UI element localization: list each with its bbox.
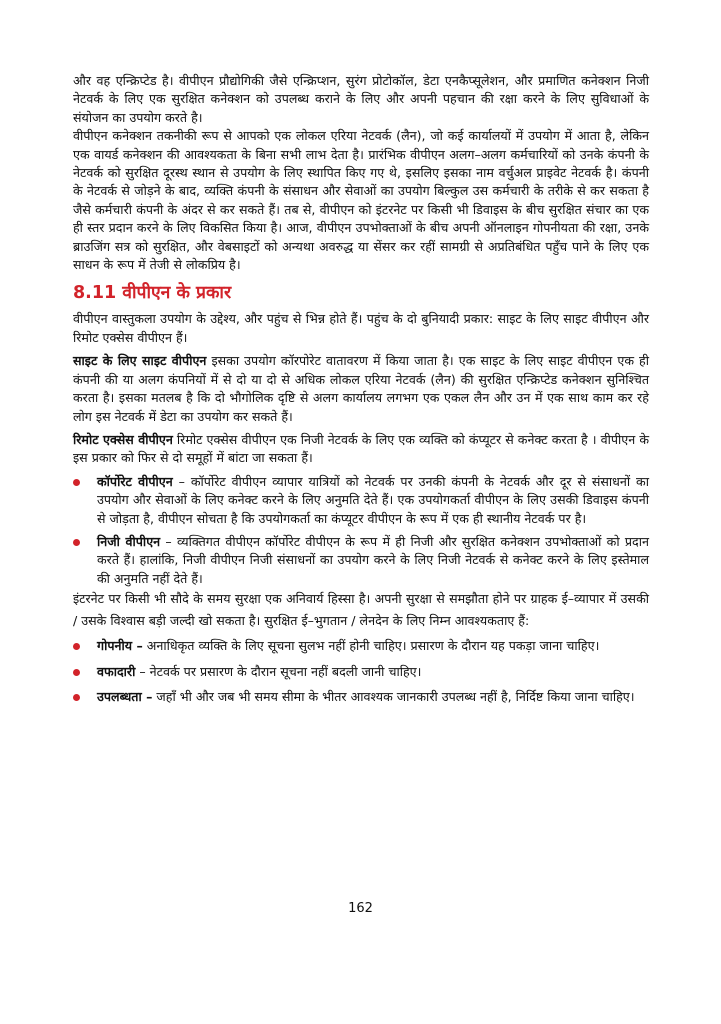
paragraph-vpn-connection: वीपीएन कनेक्शन तकनीकी रूप से आपको एक लोकल एरिया नेटवर्क (लैन), जो कई कार्यालयों में उपयोग में आता है, लेकिन एक वायर्ड कनेक्शन की आवश्यकता के बिना सभी लाभ देता है। प्रारंभिक वीपीएन अलग–अलग कर्मचारियों को उनके कंपनी के नेटवर्क को सुरक्षित दूरस्थ स्थान से उपयोग के लिए स्थापित किए गए थे, इसलिए इसका नाम वर्चुअल प्राइवेट नेटवर्क है। कंपनी के नेटवर्क से जोड़ने के बाद, व्यक्ति कंपनी के संसाधन और सेवाओं का उपयोग बिल्कुल उस कर्मचारी के तरीके से कर सकता है जैसे कर्मचारी कंपनी के अंदर से कर सकते हैं। तब से, वीपीएन को इंटरनेट पर किसी भी डिवाइस के बीच सुरक्षित संचार का एक ही स्तर प्रदान करने के लिए विकसित किया है। आज, वीपीएन उपभोक्ताओं के बीच अपनी ऑनलाइन गोपनीयता की रक्षा, उनके ब्राउजिंग सत्र को सुरक्षित, और वेबसाइटों को अन्यथा अवरुद्ध या सेंसर कर रहीं सामग्री से अप्रतिबंधित पहुँच पाने के लिए एक साधन के रूप में तेजी से लोकप्रिय है। [73, 128, 649, 273]
bullet-label: उपलब्धता – [97, 688, 153, 704]
bullet-dot-icon [73, 539, 80, 546]
bullet-text: – व्यक्तिगत वीपीएन कॉर्पोरेट वीपीएन के रूप में ही निजी और सुरक्षित कनेक्शन उपभोक्ताओं को प्रदान करते हैं। हालांकि, निजी वीपीएन निजी संसाधनों का उपयोग करने के लिए निजी नेटवर्क से कनेक्ट करने के लिए इस्तेमाल की अनुमति नहीं देते हैं। [97, 533, 649, 586]
bullet-text: – नेटवर्क पर प्रसारण के दौरान सूचना नहीं बदली जानी चाहिए। [135, 663, 422, 679]
paragraph-site-to-site [73, 352, 649, 426]
bullet-confidential [73, 637, 649, 655]
bullet-integrity [73, 663, 649, 681]
bullet-text: – कॉर्पोरेट वीपीएन व्यापार यात्रियों को नेटवर्क पर उनकी कंपनी के नेटवर्क और दूर से संसाधनों का उपयोग और सेवाओं के लिए कनेक्ट करने के लिए अनुमति देते हैं। एक उपयोगकर्ता वीपीएन के लिए उसकी डिवाइस कंपनी से जोड़ता है, वीपीएन सोचता है कि उपयोगकर्ता का कंप्यूटर वीपीएन के रूप में एक ही स्थानीय नेटवर्क पर है। [97, 473, 649, 526]
bullet-dot-icon [73, 694, 80, 701]
site-to-site-text: इसका उपयोग कॉरपोरेट वातावरण में किया जाता है। एक साइट के लिए साइट वीपीएन एक ही कंपनी की या अलग कंपनियों में से दो या दो से अधिक लोकल एरिया नेटवर्क (लैन) की सुरक्षित एन्क्रिप्टेड कनेक्शन सुनिश्चित करता है। इसका मतलब है कि दो भौगोलिक दृष्टि से अलग कार्यालय लगभग एक एकल लैन और उन में एक साथ काम कर रहे लोग इस नेटवर्क में डेटा का उपयोग कर सकते हैं। [73, 353, 649, 424]
bullet-corporate-vpn [73, 473, 649, 528]
bullet-label: वफादारी [97, 663, 136, 679]
bullet-label: निजी वीपीएन [97, 533, 161, 549]
section-heading: 8.11 वीपीएन के प्रकार [73, 283, 232, 304]
bullet-personal-vpn [73, 533, 649, 588]
paragraph-vpn-architecture: वीपीएन वास्तुकला उपयोग के उद्देश्य, और पहुंच से भिन्न होते हैं। पहुंच के दो बुनियादी प्रकार: साइट के लिए साइट वीपीएन और रिमोट एक्सेस वीपीएन हैं। [73, 311, 649, 345]
page-number: 162 [348, 901, 373, 916]
bullet-dot-icon [73, 479, 80, 486]
bullet-label: कॉर्पोरेट वीपीएन [97, 473, 173, 489]
paragraph-internet-security: इंटरनेट पर किसी भी सौदे के समय सुरक्षा एक अनिवार्य हिस्सा है। अपनी सुरक्षा से समझौता होने पर ग्राहक ई–व्यापार में उसकी / उसके विश्वास बड़ी जल्दी खो सकता है। सुरक्षित ई–भुगतान / लेनदेन के लिए निम्न आवश्यकताए हैं: [73, 591, 649, 629]
bullet-text: अनाधिकृत व्यक्ति के लिए सूचना सुलभ नहीं होनी चाहिए। प्रसारण के दौरान यह पकड़ा जाना चाहिए। [142, 638, 600, 654]
bullet-label: गोपनीय – [97, 638, 143, 654]
page-content [73, 72, 649, 706]
bullet-dot-icon [73, 643, 80, 650]
paragraph-remote-access [73, 431, 649, 468]
remote-access-text: रिमोट एक्सेस वीपीएन एक निजी नेटवर्क के लिए एक व्यक्ति को कंप्यूटर से कनेक्ट करता है । वीपीएन के इस प्रकार को फिर से दो समूहों में बांटा जा सकता हैं। [73, 431, 649, 466]
paragraph-intro: और वह एन्क्रिप्टेड है। वीपीएन प्रौद्योगिकी जैसे एन्क्रिप्शन, सुरंग प्रोटोकॉल, डेटा एनकैप्सूलेशन, और प्रमाणित कनेक्शन निजी नेटवर्क के लिए एक सुरक्षित कनेक्शन को उपलब्ध कराने के लिए और अपनी पहचान की रक्षा करने के लिए सुविधाओं के संयोजन का उपयोग करते है। [73, 73, 649, 125]
remote-access-label: रिमोट एक्सेस वीपीएन [73, 431, 173, 447]
bullet-availability [73, 688, 649, 706]
site-to-site-label: साइट के लिए साइट वीपीएन [73, 353, 207, 369]
bullet-dot-icon [73, 669, 80, 676]
bullet-text: जहाँ भी और जब भी समय सीमा के भीतर आवश्यक जानकारी उपलब्ध नहीं है, निर्दिष्ट किया जाना चाहिए। [152, 688, 635, 704]
